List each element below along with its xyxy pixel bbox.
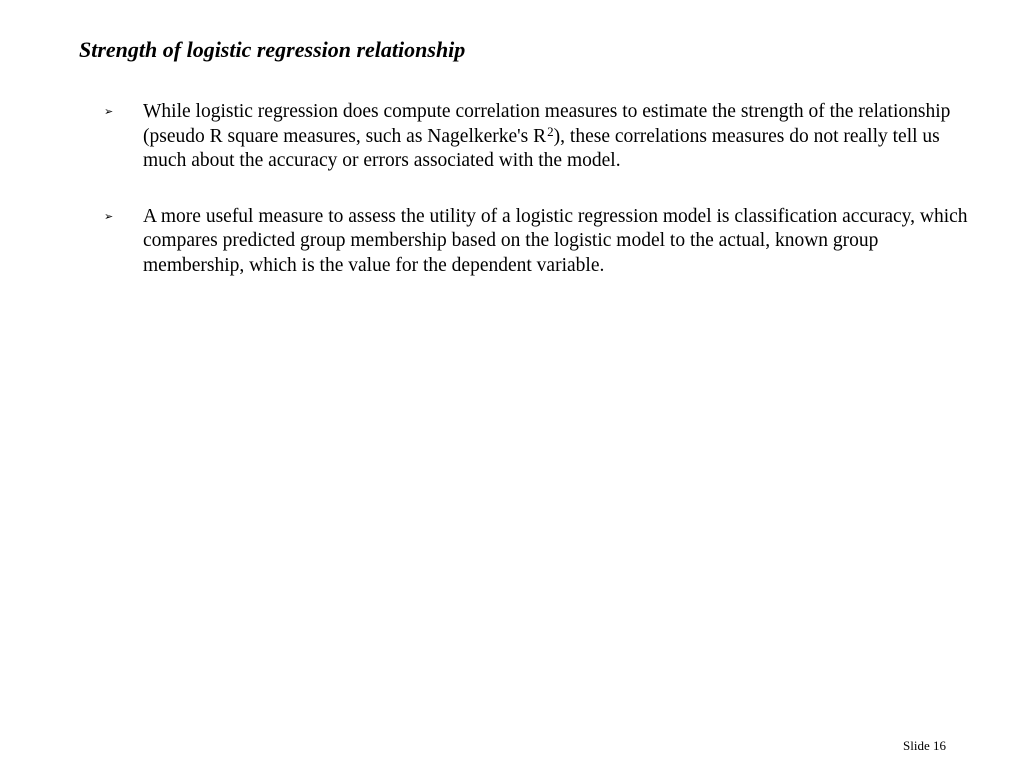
bullet-text-1-part-2: ), these correlations measures do not really tell us much about the accuracy or errors associated with the model. <box>143 125 940 171</box>
bullet-text-2: A more useful measure to assess the utility of a logistic regression model is classification accuracy, which compares predicted group membership based on the logistic model to the actual, known group membership, which is the value for the dependent variable. <box>143 205 968 276</box>
r-squared-superscript: 2 <box>547 123 554 139</box>
r-squared-symbol <box>533 123 554 147</box>
slide-number: Slide 16 <box>903 738 946 753</box>
bullet-text-1-part-1: While logistic regression does compute correlation measures to estimate the strength of the relationship (pseudo R square measures, such as Nagelkerke's <box>143 101 951 147</box>
bullet-text-1 <box>143 100 984 174</box>
bullet-list <box>104 100 984 309</box>
slide-title: Strength of logistic regression relationship <box>79 37 466 62</box>
bullet-item-2 <box>104 205 984 279</box>
arrowhead-bullet-icon: ➢ <box>104 105 114 118</box>
bullet-item-1 <box>104 100 984 174</box>
arrowhead-bullet-icon: ➢ <box>104 209 114 223</box>
r-squared-base: R <box>533 125 548 147</box>
